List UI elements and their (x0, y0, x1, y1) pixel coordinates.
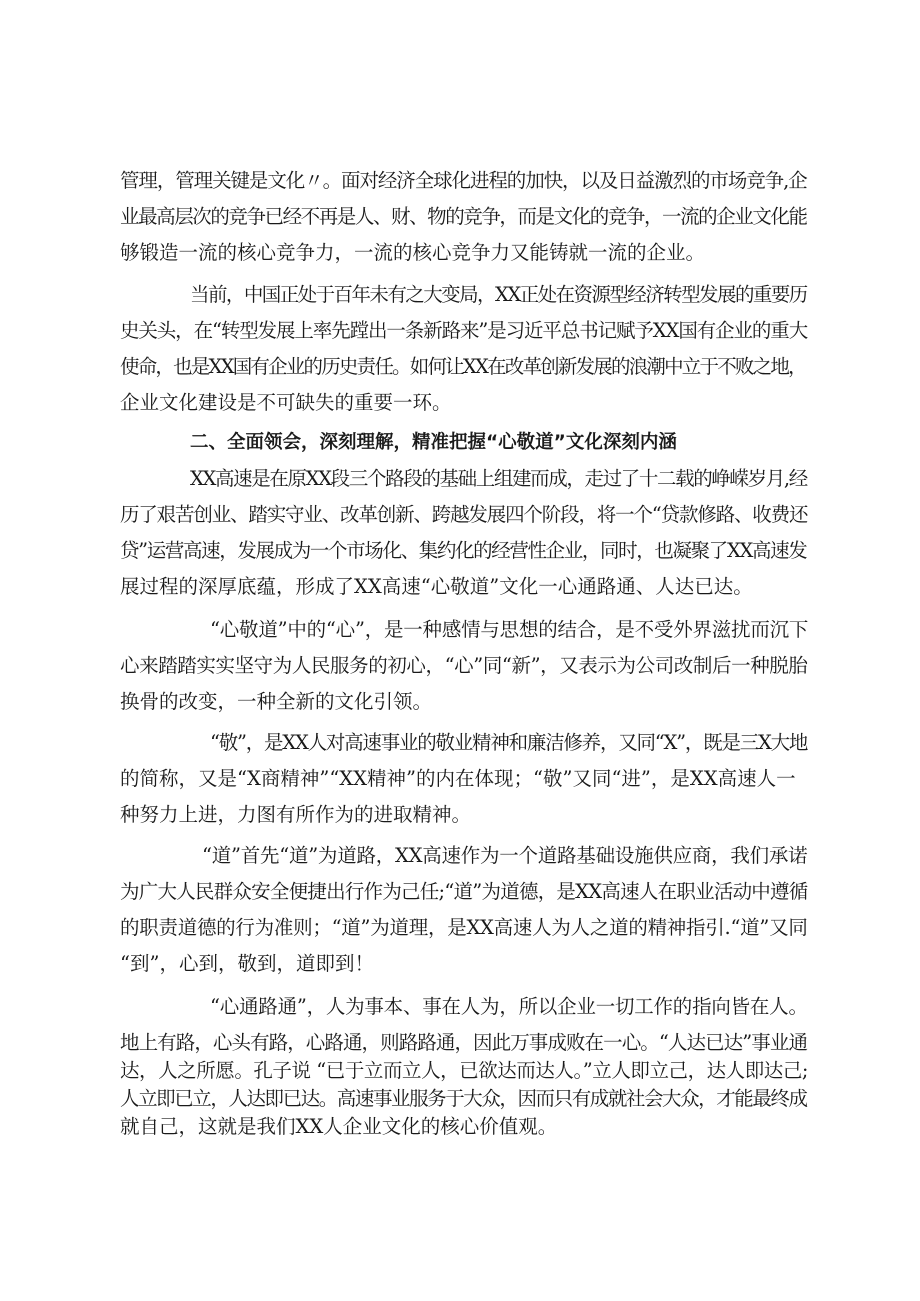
text-line: 人立即已立，人达即已达。高速事业服务于大众，因而只有成就社会大众，才能最终成 (120, 1087, 807, 1110)
text-line: 就自己，这就是我们XX人企业文化的核心价值观。 (120, 1115, 558, 1138)
text-line: “心通路通”，人为事本、事在人为，所以企业一切工作的指向皆在人。 (210, 995, 808, 1018)
text-line: 心来踏踏实实坚守为人民服务的初心，“心”同“新”，又表示为公司改制后一种脱胎 (120, 654, 808, 677)
text-line: 的职责道德的行为准则；“道”为道理，是XX高速人为人之道的精神指引.“道”又同 (120, 916, 808, 939)
text-line: 为广大人民群众安全便捷出行作为己任;“道”为道德，是XX高速人在职业活动中遵循 (120, 880, 808, 903)
text-line: 地上有路，心头有路，心路通，则路路通，因此万事成败在一心。“人达已达”事业通 (120, 1031, 808, 1054)
text-line: 种努力上进，力图有所作为的进取精神。 (120, 803, 472, 826)
text-line: 贷”运营高速，发展成为一个市场化、集约化的经营性企业，同时，也凝聚了XX高速发 (120, 539, 807, 562)
text-line: 业最高层次的竞争已经不再是人、财、物的竞争，而是文化的竞争，一流的企业文化能 (120, 205, 807, 228)
text-line: 的简称，又是“X商精神”“XX精神”的内在体现；“敬”又同“进”，是XX高速人一 (120, 767, 796, 790)
text-line: 史关头，在“转型发展上率先蹚出一条新路来”是习近平总书记赋予XX国有企业的重大 (120, 319, 808, 342)
text-line: XX高速是在原XX段三个路段的基础上组建而成，走过了十二载的峥嵘岁月,经 (190, 467, 807, 490)
text-line: 达，人之所愿。孔子说 “已于立而立人，已欲达而达人。”立人即立己，达人即达己; (120, 1059, 809, 1082)
text-line: 够锻造一流的核心竞争力，一流的核心竞争力又能铸就一流的企业。 (120, 241, 706, 264)
heading-text: 二、全面领会，深刻理解，精准把握“心敬道”文化深刻内涵 (190, 432, 677, 453)
text-line: 企业文化建设是不可缺失的重要一环。 (120, 391, 452, 414)
text-line: “到”，心到，敬到，道即到！ (120, 952, 374, 975)
text-line: 管理，管理关键是文化〃。面对经济全球化进程的加快，以及日益激烈的市场竞争,企 (120, 169, 807, 192)
text-line: “心敬道”中的“心”，是一种感情与思想的结合，是不受外界滋扰而沉下 (210, 618, 809, 641)
text-line: 历了艰苦创业、踏实守业、改革创新、跨越发展四个阶段，将一个“贷款修路、收费还 (120, 503, 808, 526)
text-line: “道”首先“道”为道路，XX高速作为一个道路基础设施供应商，我们承诺 (202, 844, 808, 867)
text-line: 换骨的改变，一种全新的文化引领。 (120, 690, 433, 713)
text-line: 使命，也是XX国有企业的历史责任。如何让XX在改革创新发展的浪潮中立于不败之地， (120, 355, 806, 378)
text-line: 当前，中国正处于百年未有之大变局，XX正处在资源型经济转型发展的重要历 (190, 283, 807, 306)
text-line: 展过程的深厚底蕴，形成了XX高速“心敬道”文化一心通路通、人达已达。 (120, 575, 753, 598)
text-line: “敬”，是XX人对高速事业的敬业精神和廉洁修养，又同“X”，既是三X大地 (210, 731, 808, 754)
